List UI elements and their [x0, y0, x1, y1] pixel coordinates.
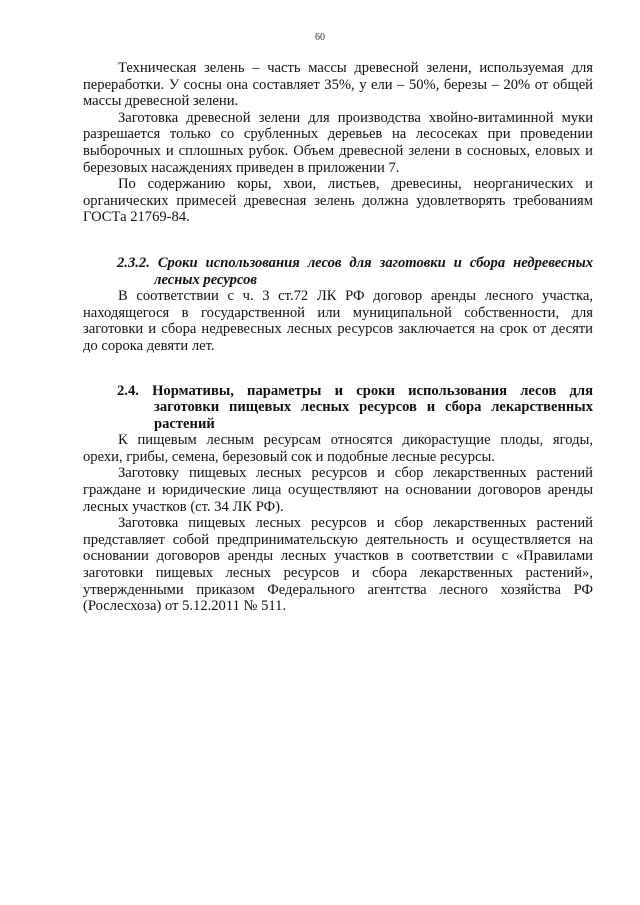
paragraph-harvesting-basis: Заготовку пищевых лесных ресурсов и сбор лекарственных растений граждане и юридические лица осуществляют на основании договоров аренды лесных участков (ст. 34 ЛК РФ). — [83, 465, 593, 515]
paragraph-lease-term: В соответствии с ч. 3 ст.72 ЛК РФ договор аренды лесного участка, находящегося в государственной или муниципальной собственности, для заготовки и сбора недревесных лесных ресурсов заключается на срок от десяти до сорока девяти лет. — [83, 288, 593, 354]
document-body — [83, 60, 593, 615]
section-heading-2-4: 2.4. Нормативы, параметры и сроки использования лесов для заготовки пищевых лесных ресурсов и сбора лекарственных растений — [117, 382, 593, 432]
page-number: 60 — [315, 32, 325, 43]
paragraph-gost-requirements: По содержанию коры, хвои, листьев, древесины, неорганических и органических примесей древесная зелень должна удовлетворять требованиям ГОСТа 21769-84. — [83, 176, 593, 226]
section-heading-2-3-2: 2.3.2. Сроки использования лесов для заготовки и сбора недревесных лесных ресурсов — [117, 254, 593, 288]
paragraph-greenery-harvesting: Заготовка древесной зелени для производства хвойно-витаминной муки разрешается только со срубленных деревьев на лесосеках при проведении выборочных и сплошных рубок. Объем древесной зелени в сосновых, еловых и березовых насаждениях приведен в приложении 7. — [83, 109, 593, 176]
paragraph-entrepreneurial-activity: Заготовка пищевых лесных ресурсов и сбор лекарственных растений представляет собой предпринимательскую деятельность и осуществляется на основании договоров аренды лесных участков в соответствии с «Правилами заготовки пищевых лесных ресурсов и сбора лекарственных растений», утвержденными приказом Федерального агентства лесного хозяйства РФ (Рослесхоза) от 5.12.2011 № 511. — [83, 515, 593, 615]
paragraph-technical-greenery: Техническая зелень – часть массы древесной зелени, используемая для переработки. У сосны она составляет 35%, у ели – 50%, березы – 20% от общей массы древесной зелени. — [83, 60, 593, 110]
paragraph-food-resources: К пищевым лесным ресурсам относятся дикорастущие плоды, ягоды, орехи, грибы, семена, березовый сок и подобные лесные ресурсы. — [83, 432, 593, 465]
